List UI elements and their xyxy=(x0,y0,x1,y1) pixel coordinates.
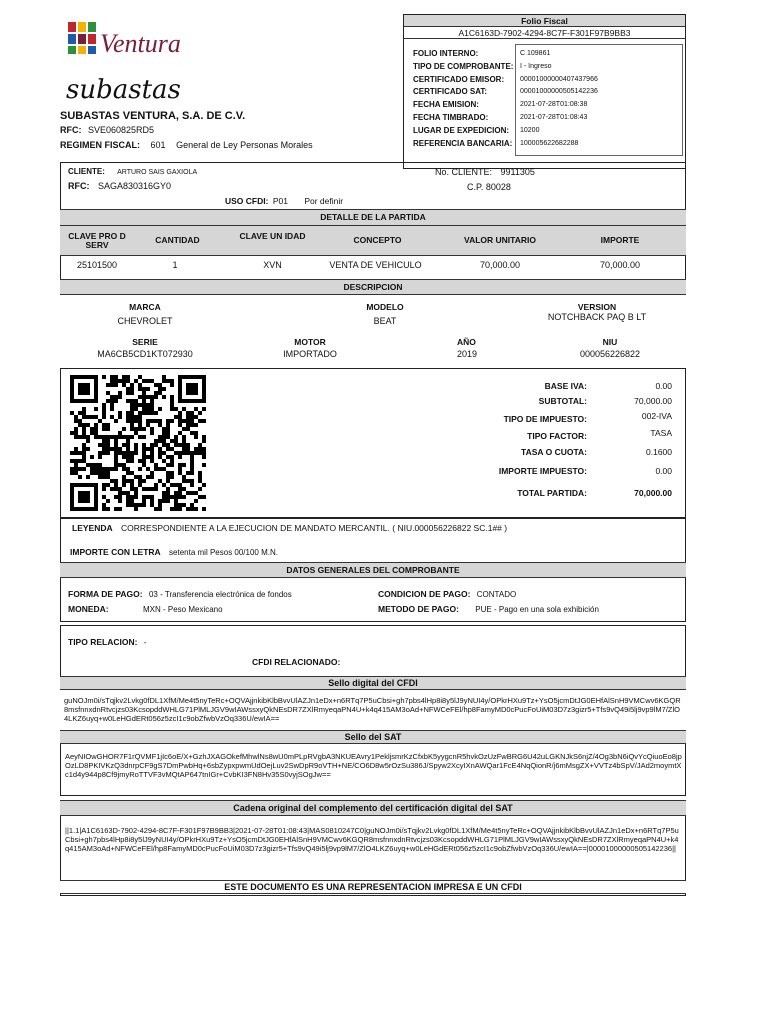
footer-note: ESTE DOCUMENTO ES UNA REPRESENTACION IMPRESA E UN CFDI xyxy=(60,880,686,894)
detalle-cell: XVN xyxy=(263,260,282,270)
folio-row-label: CERTIFICADO EMISOR: xyxy=(413,74,505,84)
svg-text:Ventura: Ventura xyxy=(100,29,181,58)
descripcion-title: DESCRIPCION xyxy=(60,279,686,295)
folio-row-label: REFERENCIA BANCARIA: xyxy=(413,138,513,148)
version-label: VERSION xyxy=(577,302,617,312)
total-value: 70,000.00 xyxy=(634,396,672,406)
folio-fiscal-uuid: A1C6163D-7902-4294-8C7F-F301F97B9BB3 xyxy=(404,27,685,39)
folio-row-label: FECHA EMISION: xyxy=(413,100,479,110)
cfdi-relacionado: CFDI RELACIONADO: xyxy=(252,657,341,667)
motor-label: MOTOR xyxy=(294,337,326,347)
version-value: NOTCHBACK PAQ B LT xyxy=(547,312,647,322)
detalle-header-cell: IMPORTE xyxy=(600,235,640,245)
detalle-header-cell: CLAVE UN IDAD xyxy=(239,231,306,241)
generales-title: DATOS GENERALES DEL COMPROBANTE xyxy=(60,562,686,578)
detalle-header-cell: CANTIDAD xyxy=(155,235,200,245)
marca-value: CHEVROLET xyxy=(117,316,173,326)
condicion-pago: CONDICION DE PAGO: CONTADO xyxy=(378,589,517,599)
client-number: No. CLIENTE: 9911305 xyxy=(435,167,535,177)
niu-label: NIU xyxy=(602,337,618,347)
sello-sat-text: AeyNIOwGHOR7F1rQVMF1jIc6oE/X+GzhJXAGOkefMhwlNs8wU0mPLpRVgbA3NKUEAvry1PekljsmrKzCfxbK5yygcnR5hvkOzUzFwBRG6U42uLGKNJkS6njZ/4Og3bN6iQvYcQiuoEo8jpOzLD8PKIVKzQ3dnrpCF9gS7DmPwbHq+6sbZypxpwmUdOejLuv2SwDpR9oVTH+NE/CO6D8w5rOzSu386J/Spyw2XcyIXnAWQar1FcE4NqQionR/j6mMsgZX+VVTz4bSpV/JAd2moymtXc1d4y944p8Cf9jmyRoTTVF3vMQtAP647tnIGr+CvbKI3FN8Hv35S0vyjSOgJw== xyxy=(65,752,682,779)
detalle-cell: 70,000.00 xyxy=(479,260,521,270)
svg-text:subastas: subastas xyxy=(66,75,181,105)
folio-row-label: CERTIFICADO SAT: xyxy=(413,87,488,97)
motor-value: IMPORTADO xyxy=(283,349,337,359)
folio-row-value: 00001000000407437966 xyxy=(520,75,598,83)
anio-value: 2019 xyxy=(457,349,478,359)
detalle-header-cell: CONCEPTO xyxy=(353,235,402,245)
serie-value: MA6CB5CD1KT072930 xyxy=(97,349,193,359)
total-label: TIPO DE IMPUESTO: xyxy=(503,414,587,424)
detalle-header-cell: VALOR UNITARIO xyxy=(464,235,536,245)
total-label: IMPORTE IMPUESTO: xyxy=(498,466,587,476)
total-label: SUBTOTAL: xyxy=(538,396,587,406)
total-value: 0.1600 xyxy=(646,447,672,457)
qr-code-icon xyxy=(70,375,206,511)
sello-cfdi-title: Sello digital del CFDI xyxy=(60,676,686,690)
detalle-cell: 1 xyxy=(172,260,178,270)
cadena-text: ||1.1|A1C6163D-7902-4294-8C7F-F301F97B9BB3|2021-07-28T01:08:43|MAS0810247C0|guNOJm0i/sTqjkv2Lvkg0fDL1XfM/Me4t5nyTeRc+OQVAjjnkibKlbBvvUlAZJn1eDx+n6RTq7P5uCbsi+gh7pbs4lHp8i8y5lJ9yNUI4y/OPkrHXu9Tz+YsO5jcmDtJG0EHfAlSnH9VMCwv6KGQR8msfnnxdnRtvcjzs03KcsopddWHLG71PlMLJGV9wIAWssxyQkNEsDR7ZXlRmyeqaPN4U+k4q415AM3oAd+NFWCeFEl/hp8FamyMD0cPucFoUiM03D7z3gizr5+Tfs9vQ49i5lj9vp9lM7/ZlO4LKZ6uyq+w0LeHGdERt056z5zcI1c9obZfwbVzOq336U/ewIA==|00001000000505142236|| xyxy=(65,826,679,853)
folio-row-value: 2021-07-28T01:08:43 xyxy=(520,114,588,121)
detalle-title: DETALLE DE LA PARTIDA xyxy=(60,209,686,226)
importe-con-letra: IMPORTE CON LETRA setenta mil Pesos 00/100 M.N. xyxy=(70,547,278,557)
detalle-header-cell: CLAVE PRO D SERV xyxy=(68,231,126,250)
relacion-box xyxy=(60,625,686,677)
sello-cfdi-text: guNOJm0i/sTqjkv2Lvkg0fDL1XfM/Me4t5nyTeRc+OQVAjjnkibKlbBvvUlAZJn1eDx+n6RTq7P5uCbsi+gh7pbs4lHp8i8y5lJ9yNUI4y/OPkrHXu9Tz+YsO5jcmDtJG0EHfAlSnH9VMCwv6KGQR8msfnnxdnRtvcjzs03KcsopddWHLG71PlMLJGV9wIAWssxyQkNEsDR7ZXlRmyeqaPN4U+k4q415AM3oAd+NFWCeFEl/hp8FamyMD0cPucFoUiM03D7z3gizr5+Tfs9vQ49i5lj9vp9lM7/ZlO4LKZ6uyq+w0LeHGdERt056z5zcI1c9obZfwbVzOq336U/ewIA== xyxy=(64,696,681,723)
folio-row-value: I - Ingreso xyxy=(520,62,552,70)
detalle-cell: 70,000.00 xyxy=(599,260,641,270)
leyenda: LEYENDA CORRESPONDIENTE A LA EJECUCION DE MANDATO MERCANTIL. ( NIU.000056226822 SC.1## ) xyxy=(72,523,508,533)
client-rfc: RFC: SAGA830316GY0 xyxy=(68,181,172,191)
moneda: MONEDA: MXN - Peso Mexicano xyxy=(68,604,223,614)
folio-fiscal-title: Folio Fiscal xyxy=(404,15,685,27)
emitter-name: SUBASTAS VENTURA, S.A. DE C.V. xyxy=(60,110,246,122)
emitter-regimen: REGIMEN FISCAL: 601 General de Ley Personas Morales xyxy=(60,140,313,150)
folio-row-label: TIPO DE COMPROBANTE: xyxy=(413,61,514,71)
total-label: TIPO FACTOR: xyxy=(527,431,587,441)
anio-label: AÑO xyxy=(457,337,476,347)
niu-value: 000056226822 xyxy=(579,349,641,359)
total-value: 70,000.00 xyxy=(634,488,672,498)
total-value: 002-IVA xyxy=(641,411,672,421)
cadena-title: Cadena original del complemento del certificación digital del SAT xyxy=(60,800,686,816)
total-value: TASA xyxy=(650,428,672,438)
generales-box xyxy=(60,578,686,622)
client-name: CLIENTE: ARTURO SAIS GAXIOLA xyxy=(68,167,198,176)
emitter-rfc: RFC: SVE060825RD5 xyxy=(60,125,155,135)
folio-row-label: FECHA TIMBRADO: xyxy=(413,113,489,122)
folio-row-label: FOLIO INTERNO: xyxy=(413,49,479,58)
total-label: TASA O CUOTA: xyxy=(521,447,587,457)
tipo-relacion: TIPO RELACION: - xyxy=(68,637,147,647)
logo-graphic xyxy=(66,20,186,110)
detalle-cell: 25101500 xyxy=(76,260,118,270)
modelo-value: BEAT xyxy=(373,316,397,326)
uso-cfdi: USO CFDI: P01 Por definir xyxy=(225,196,344,206)
folio-row-value: 2021-07-28T01:08:38 xyxy=(520,101,588,109)
folio-row-value: 100005622682288 xyxy=(520,139,579,147)
total-value: 0.00 xyxy=(655,381,672,391)
total-label: TOTAL PARTIDA: xyxy=(517,488,587,498)
forma-pago: FORMA DE PAGO: 03 - Transferencia electrónica de fondos xyxy=(68,589,292,599)
serie-label: SERIE xyxy=(132,337,158,347)
folio-row-value: 10200 xyxy=(520,126,540,134)
total-value: 0.00 xyxy=(655,466,672,476)
folio-row-value: C 109861 xyxy=(520,50,551,57)
company-logo xyxy=(66,20,186,110)
client-cp: C.P. 80028 xyxy=(467,182,511,192)
folio-row-label: LUGAR DE EXPEDICION: xyxy=(413,125,510,135)
folio-row-value: 00001000000505142236 xyxy=(520,88,598,96)
sello-sat-title: Sello del SAT xyxy=(60,730,686,744)
metodo-pago: METODO DE PAGO: PUE - Pago en una sola exhibición xyxy=(378,604,599,614)
detalle-cell: VENTA DE VEHICULO xyxy=(329,260,422,270)
modelo-label: MODELO xyxy=(366,302,404,312)
total-label: BASE IVA: xyxy=(544,381,587,391)
marca-label: MARCA xyxy=(129,302,161,312)
